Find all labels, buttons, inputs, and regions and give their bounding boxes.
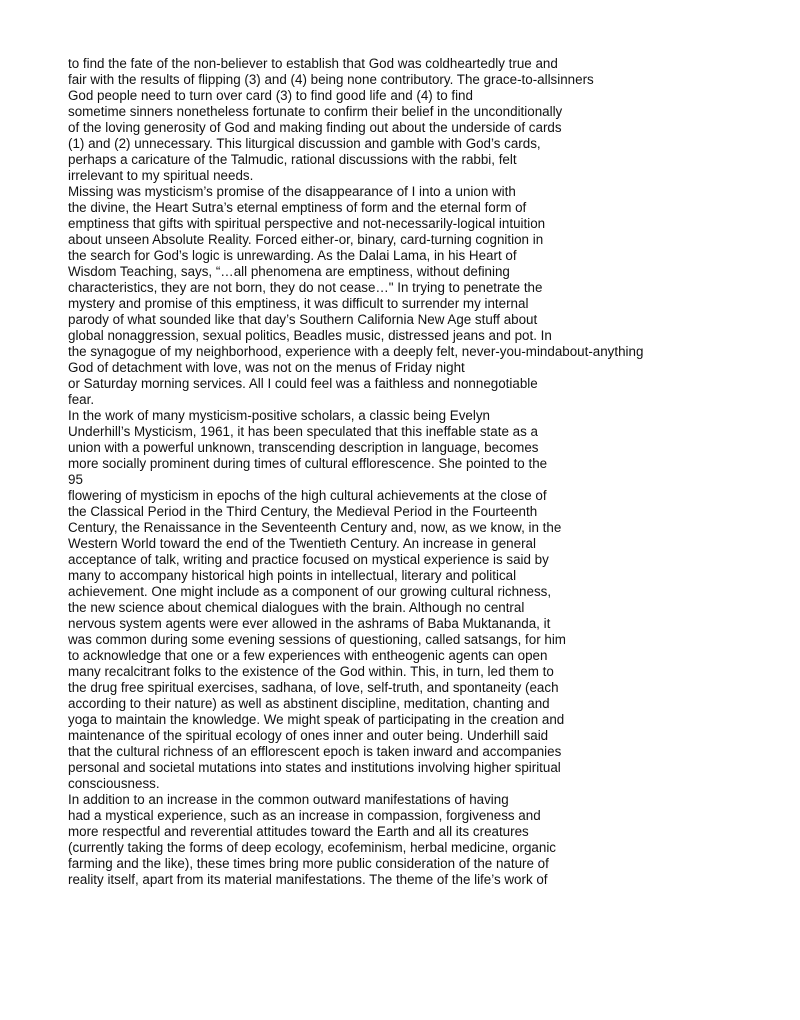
text-line: had a mystical experience, such as an increase in compassion, forgiveness and: [68, 808, 541, 823]
text-line: many recalcitrant folks to the existence of the God within. This, in turn, led them to: [68, 664, 554, 679]
text-line: parody of what sounded like that day’s Southern California New Age stuff about: [68, 312, 538, 327]
text-line: farming and the like), these times bring more public consideration of the nature of: [68, 856, 549, 871]
text-line: the divine, the Heart Sutra’s eternal emptiness of form and the eternal form of: [68, 200, 527, 215]
text-line: nervous system agents were ever allowed in the ashrams of Baba Muktananda, it: [68, 616, 551, 631]
text-line: In the work of many mysticism-positive scholars, a classic being Evelyn: [68, 408, 490, 423]
text-line: to acknowledge that one or a few experiences with entheogenic agents can open: [68, 648, 548, 663]
text-line: Century, the Renaissance in the Seventeenth Century and, now, as we know, in the: [68, 520, 562, 535]
text-line: (1) and (2) unnecessary. This liturgical discussion and gamble with God’s cards,: [68, 136, 541, 151]
text-line: or Saturday morning services. All I could feel was a faithless and nonnegotiable: [68, 376, 538, 391]
text-line: God of detachment with love, was not on the menus of Friday night: [68, 360, 465, 375]
text-line: consciousness.: [68, 776, 160, 791]
text-line: sometime sinners nonetheless fortunate to confirm their belief in the unconditionally: [68, 104, 563, 119]
text-line: perhaps a caricature of the Talmudic, rational discussions with the rabbi, felt: [68, 152, 517, 167]
text-line: Wisdom Teaching, says, “…all phenomena are emptiness, without defining: [68, 264, 510, 279]
text-line: reality itself, apart from its material manifestations. The theme of the life’s work of: [68, 872, 548, 887]
text-line: In addition to an increase in the common outward manifestations of having: [68, 792, 509, 807]
text-line: emptiness that gifts with spiritual perspective and not-necessarily-logical intuition: [68, 216, 546, 231]
text-line: the new science about chemical dialogues with the brain. Although no central: [68, 600, 525, 615]
text-line: more respectful and reverential attitudes toward the Earth and all its creatures: [68, 824, 529, 839]
text-line: many to accompany historical high points in intellectual, literary and political: [68, 568, 517, 583]
text-line: fair with the results of flipping (3) and (4) being none contributory. The grace-to-allsinners: [68, 72, 594, 87]
text-line: flowering of mysticism in epochs of the high cultural achievements at the close of: [68, 488, 547, 503]
text-line: yoga to maintain the knowledge. We might speak of participating in the creation and: [68, 712, 565, 727]
text-line: to find the fate of the non-believer to establish that God was coldheartedly true and: [68, 56, 558, 71]
document-page: [68, 56, 788, 888]
text-line: achievement. One might include as a component of our growing cultural richness,: [68, 584, 552, 599]
text-line: global nonaggression, sexual politics, Beadles music, distressed jeans and pot. In: [68, 328, 552, 343]
text-line: that the cultural richness of an efflorescent epoch is taken inward and accompanies: [68, 744, 562, 759]
text-line: the search for God’s logic is unrewarding. As the Dalai Lama, in his Heart of: [68, 248, 517, 263]
text-line: acceptance of talk, writing and practice focused on mystical experience is said by: [68, 552, 549, 567]
text-line: was common during some evening sessions of questioning, called satsangs, for him: [68, 632, 566, 647]
text-line: characteristics, they are not born, they do not cease…" In trying to penetrate the: [68, 280, 543, 295]
text-line: according to their nature) as well as abstinent discipline, meditation, chanting and: [68, 696, 550, 711]
text-line: union with a powerful unknown, transcending description in language, becomes: [68, 440, 539, 455]
text-line: the drug free spiritual exercises, sadhana, of love, self-truth, and spontaneity (each: [68, 680, 559, 695]
text-line: of the loving generosity of God and making finding out about the underside of cards: [68, 120, 562, 135]
text-line: the synagogue of my neighborhood, experience with a deeply felt, never-you-mindabout-anything: [68, 344, 644, 359]
text-line: personal and societal mutations into states and institutions involving higher spiritual: [68, 760, 561, 775]
text-line: mystery and promise of this emptiness, it was difficult to surrender my internal: [68, 296, 529, 311]
text-line: about unseen Absolute Reality. Forced either-or, binary, card-turning cognition in: [68, 232, 544, 247]
text-line: maintenance of the spiritual ecology of ones inner and outer being. Underhill said: [68, 728, 549, 743]
text-line: God people need to turn over card (3) to find good life and (4) to find: [68, 88, 473, 103]
text-line: Underhill’s Mysticism, 1961, it has been speculated that this ineffable state as a: [68, 424, 538, 439]
text-line: Western World toward the end of the Twentieth Century. An increase in general: [68, 536, 536, 551]
text-line: fear.: [68, 392, 95, 407]
text-line: 95: [68, 472, 83, 487]
text-line: more socially prominent during times of cultural efflorescence. She pointed to the: [68, 456, 548, 471]
text-line: the Classical Period in the Third Century, the Medieval Period in the Fourteenth: [68, 504, 538, 519]
text-line: irrelevant to my spiritual needs.: [68, 168, 254, 183]
text-line: (currently taking the forms of deep ecology, ecofeminism, herbal medicine, organic: [68, 840, 556, 855]
text-line: Missing was mysticism’s promise of the disappearance of I into a union with: [68, 184, 516, 199]
